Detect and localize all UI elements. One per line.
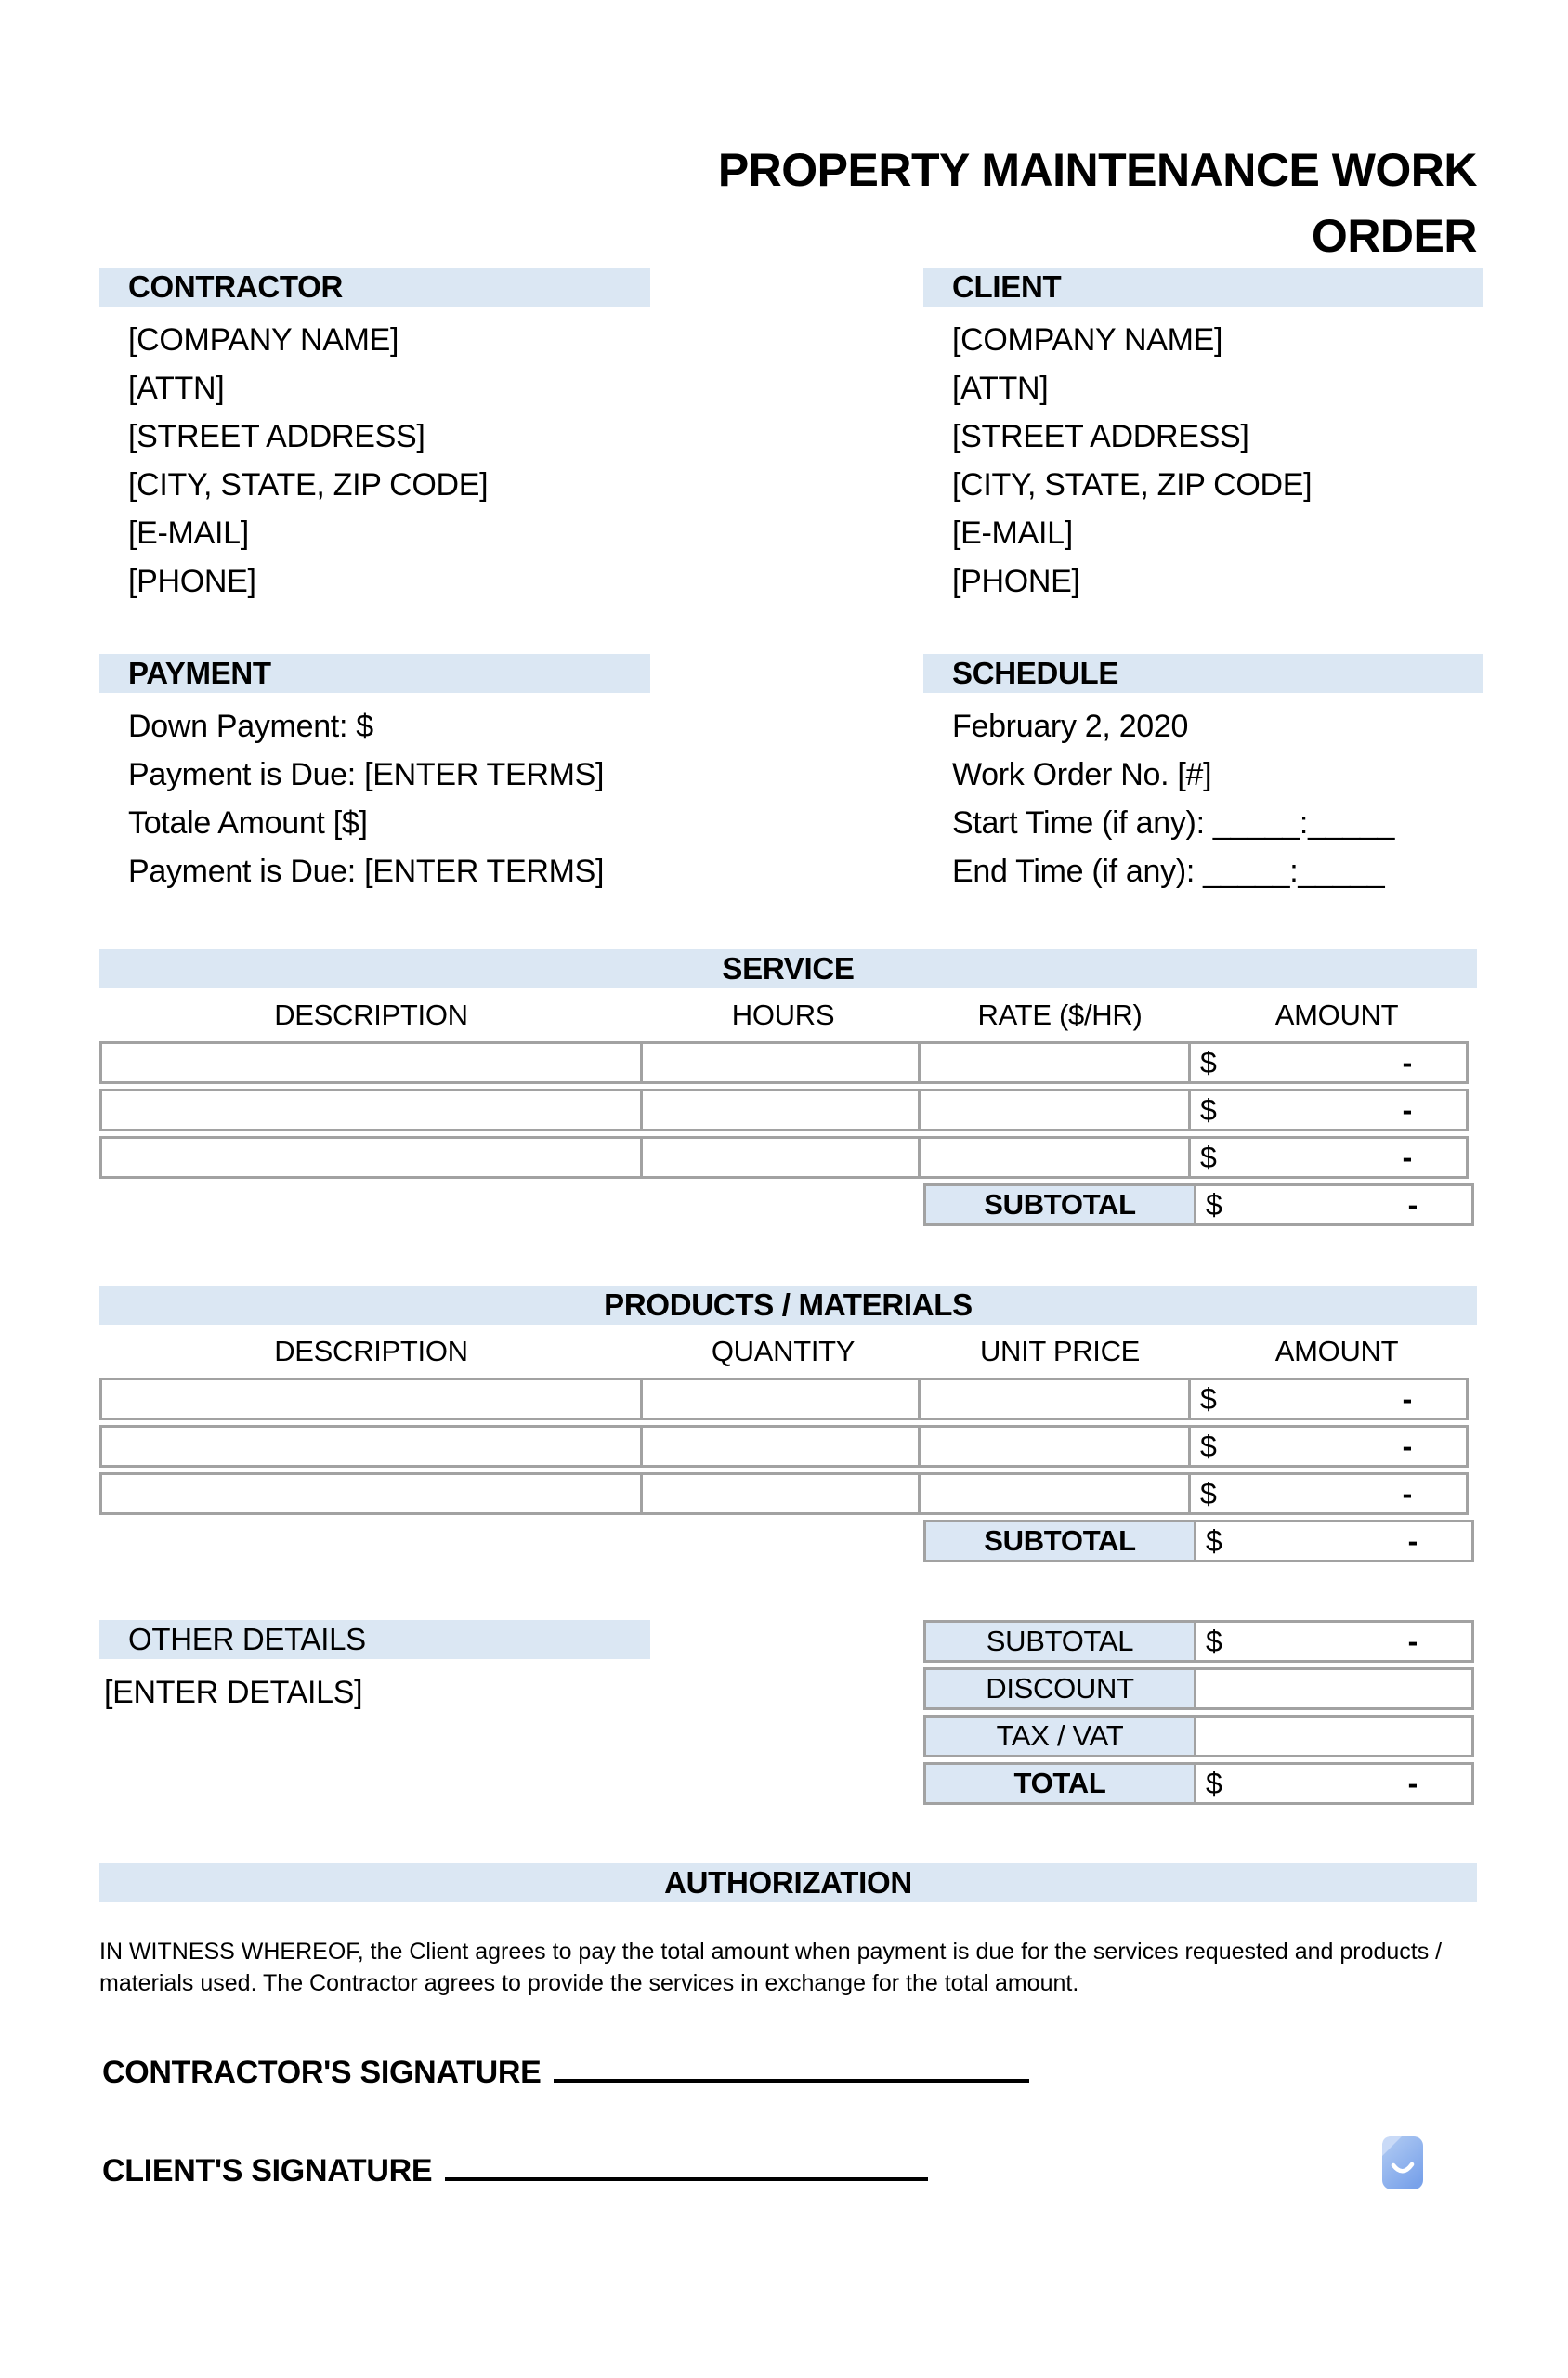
service-row2-description-cell (99, 1089, 643, 1131)
totals-discount-row (923, 1667, 1477, 1710)
templatelab-logo (1382, 2136, 1423, 2189)
currency-symbol: $ (1200, 1045, 1217, 1079)
service-table (99, 949, 1477, 1226)
currency-symbol: $ (1200, 1140, 1217, 1174)
amount-placeholder: - (1407, 1523, 1418, 1558)
totals-discount-label: DISCOUNT (923, 1667, 1196, 1710)
client-info (923, 316, 1483, 606)
other-details-heading: OTHER DETAILS (99, 1620, 650, 1659)
totals-discount-value-cell (1194, 1667, 1474, 1710)
products-row3-quantity-cell (640, 1472, 921, 1515)
products-col-description: DESCRIPTION (274, 1335, 468, 1367)
contractor-signature-label: CONTRACTOR'S SIGNATURE (102, 2055, 542, 2090)
products-row3-amount-cell (1188, 1472, 1469, 1515)
payment-due-terms-1: Payment is Due: [ENTER TERMS] (128, 757, 605, 792)
client-phone: [PHONE] (952, 564, 1080, 599)
products-row2-amount-cell (1188, 1425, 1469, 1468)
totals-tax-label: TAX / VAT (923, 1715, 1196, 1757)
table-row (99, 1136, 1477, 1179)
client-company-name: [COMPANY NAME] (952, 322, 1223, 358)
totals-total-row (923, 1762, 1477, 1805)
products-row1-amount-cell (1188, 1378, 1469, 1420)
currency-symbol: $ (1206, 1766, 1222, 1800)
service-row3-description-cell (99, 1136, 643, 1179)
amount-placeholder: - (1402, 1476, 1412, 1510)
service-row2-rate-cell (918, 1089, 1191, 1131)
products-row3-unit-price-cell (918, 1472, 1191, 1515)
service-row1-description-cell (99, 1041, 643, 1084)
service-row1-amount-cell (1188, 1041, 1469, 1084)
products-col-amount: AMOUNT (1274, 1335, 1399, 1367)
amount-placeholder: - (1407, 1187, 1418, 1222)
contractor-email: [E-MAIL] (128, 516, 249, 551)
service-col-description: DESCRIPTION (274, 999, 468, 1031)
totals-tax-value-cell (1194, 1715, 1474, 1757)
products-row2-unit-price-cell (918, 1425, 1191, 1468)
totals-subtotal-label: SUBTOTAL (923, 1620, 1196, 1663)
contractor-signature-line (554, 2055, 1029, 2083)
service-row3-rate-cell (918, 1136, 1191, 1179)
service-row2-amount-cell (1188, 1089, 1469, 1131)
contractor-info (99, 316, 650, 606)
client-signature-row (102, 2153, 928, 2189)
contractor-phone: [PHONE] (128, 564, 256, 599)
currency-symbol: $ (1206, 1187, 1222, 1222)
other-details-section (99, 1620, 650, 1717)
authorization-text: IN WITNESS WHEREOF, the Client agrees to pay the total amount when payment is due for the services requested and products / materials used. The Contractor agrees to provide the services in exchange for the total amount. (99, 1939, 1443, 1996)
products-subtotal-label: SUBTOTAL (923, 1520, 1196, 1562)
contractor-section (99, 268, 650, 606)
service-subtotal-label: SUBTOTAL (923, 1183, 1196, 1226)
amount-placeholder: - (1402, 1092, 1412, 1127)
payment-info (99, 702, 650, 895)
client-street-address: [STREET ADDRESS] (952, 419, 1249, 454)
subtotal-spacer (99, 1183, 923, 1226)
service-col-amount: AMOUNT (1274, 999, 1399, 1031)
products-column-headers (99, 1330, 1477, 1373)
currency-symbol: $ (1200, 1381, 1217, 1416)
client-heading: CLIENT (923, 268, 1483, 307)
products-row1-quantity-cell (640, 1378, 921, 1420)
schedule-end-time: End Time (if any): _____:_____ (952, 854, 1385, 889)
schedule-heading: SCHEDULE (923, 654, 1483, 693)
service-subtotal-amount-cell (1194, 1183, 1474, 1226)
totals-subtotal-row (923, 1620, 1477, 1663)
contractor-company-name: [COMPANY NAME] (128, 322, 399, 358)
table-row (99, 1378, 1477, 1420)
service-heading: SERVICE (99, 949, 1477, 988)
page-title: PROPERTY MAINTENANCE WORK ORDER (717, 144, 1477, 262)
schedule-date: February 2, 2020 (952, 709, 1189, 744)
client-city-state-zip: [CITY, STATE, ZIP CODE] (952, 467, 1313, 503)
contractor-attn: [ATTN] (128, 371, 225, 406)
totals-tax-row (923, 1715, 1477, 1757)
products-table (99, 1286, 1477, 1562)
service-col-hours: HOURS (731, 999, 835, 1031)
contractor-city-state-zip: [CITY, STATE, ZIP CODE] (128, 467, 489, 503)
other-details-body (99, 1668, 650, 1717)
client-section (923, 268, 1483, 606)
client-signature-line (445, 2153, 928, 2181)
products-subtotal-row (99, 1520, 1477, 1562)
payment-due-terms-2: Payment is Due: [ENTER TERMS] (128, 854, 605, 889)
payment-down-payment: Down Payment: $ (128, 709, 373, 744)
contractor-heading: CONTRACTOR (99, 268, 650, 307)
service-row3-amount-cell (1188, 1136, 1469, 1179)
totals-total-label: TOTAL (923, 1762, 1196, 1805)
products-subtotal-amount-cell (1194, 1520, 1474, 1562)
client-signature-label: CLIENT'S SIGNATURE (102, 2153, 433, 2189)
currency-symbol: $ (1206, 1624, 1222, 1658)
amount-placeholder: - (1407, 1766, 1418, 1800)
table-row (99, 1472, 1477, 1515)
document-smile-icon (1382, 2136, 1423, 2189)
client-email: [E-MAIL] (952, 516, 1073, 551)
products-row2-description-cell (99, 1425, 643, 1468)
service-col-rate: RATE ($/HR) (977, 999, 1143, 1031)
schedule-start-time: Start Time (if any): _____:_____ (952, 805, 1395, 841)
payment-total-amount: Totale Amount [$] (128, 805, 368, 841)
currency-symbol: $ (1200, 1092, 1217, 1127)
totals-table (923, 1620, 1477, 1805)
currency-symbol: $ (1200, 1429, 1217, 1463)
other-details-placeholder: [ENTER DETAILS] (104, 1675, 363, 1710)
service-row3-hours-cell (640, 1136, 921, 1179)
products-heading: PRODUCTS / MATERIALS (99, 1286, 1477, 1325)
products-col-unit-price: UNIT PRICE (979, 1335, 1141, 1367)
authorization-section (99, 1863, 1477, 1999)
table-row (99, 1041, 1477, 1084)
service-column-headers (99, 994, 1477, 1037)
service-row1-rate-cell (918, 1041, 1191, 1084)
payment-heading: PAYMENT (99, 654, 650, 693)
table-row (99, 1425, 1477, 1468)
amount-placeholder: - (1402, 1429, 1412, 1463)
schedule-work-order-no: Work Order No. [#] (952, 757, 1212, 792)
contractor-street-address: [STREET ADDRESS] (128, 419, 425, 454)
totals-total-value-cell (1194, 1762, 1474, 1805)
amount-placeholder: - (1402, 1045, 1412, 1079)
subtotal-spacer (99, 1520, 923, 1562)
client-attn: [ATTN] (952, 371, 1049, 406)
table-row (99, 1089, 1477, 1131)
currency-symbol: $ (1200, 1476, 1217, 1510)
amount-placeholder: - (1402, 1381, 1412, 1416)
products-row2-quantity-cell (640, 1425, 921, 1468)
contractor-signature-row (102, 2055, 1029, 2091)
schedule-info (923, 702, 1483, 895)
authorization-heading: AUTHORIZATION (99, 1863, 1477, 1902)
products-row3-description-cell (99, 1472, 643, 1515)
schedule-section (923, 654, 1483, 895)
service-row1-hours-cell (640, 1041, 921, 1084)
amount-placeholder: - (1407, 1624, 1418, 1658)
products-row1-unit-price-cell (918, 1378, 1191, 1420)
totals-subtotal-value-cell (1194, 1620, 1474, 1663)
payment-section (99, 654, 650, 895)
service-row2-hours-cell (640, 1089, 921, 1131)
currency-symbol: $ (1206, 1523, 1222, 1558)
amount-placeholder: - (1402, 1140, 1412, 1174)
products-row1-description-cell (99, 1378, 643, 1420)
products-col-quantity: QUANTITY (711, 1335, 856, 1367)
service-subtotal-row (99, 1183, 1477, 1226)
